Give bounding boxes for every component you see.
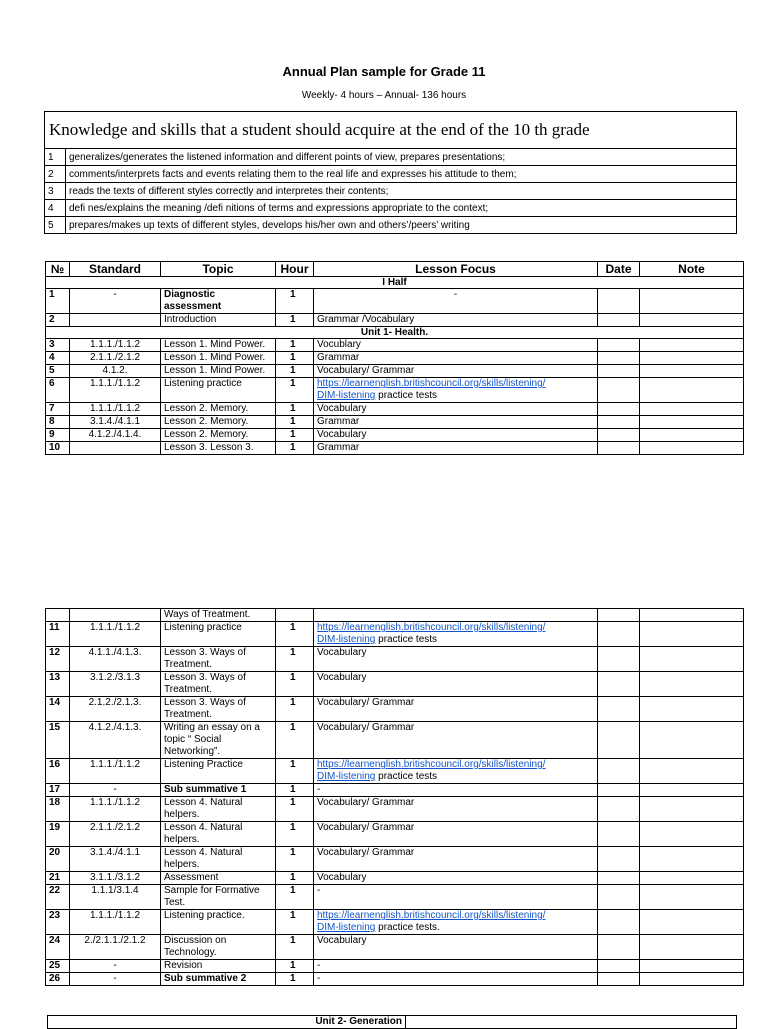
cell-lesson-focus: Vocabulary [314, 672, 598, 697]
table-row [46, 289, 744, 314]
cell-topic: Assessment [161, 872, 276, 885]
table-row [46, 352, 744, 365]
cell-number: 17 [46, 784, 70, 797]
cell-standard: 4.1.2./4.1.3. [70, 722, 161, 759]
cell-standard: 4.1.1./4.1.3. [70, 647, 161, 672]
cell-date [598, 289, 640, 314]
page-title: Annual Plan sample for Grade 11 [282, 64, 486, 79]
focus-tail-text: practice tests [375, 634, 438, 645]
cell-lesson-focus: Vocabulary/ Grammar [314, 822, 598, 847]
cell-number: 4 [46, 352, 70, 365]
cell-lesson-focus: - [314, 973, 598, 986]
cell-lesson-focus: Vocabulary [314, 647, 598, 672]
cell-standard: 1.1.1/3.1.4 [70, 885, 161, 910]
cell-number: 16 [46, 759, 70, 784]
cell-topic: Sample for Formative Test. [161, 885, 276, 910]
cell-date [598, 910, 640, 935]
cell-note [640, 697, 744, 722]
table-row [46, 935, 744, 960]
cell-note [640, 429, 744, 442]
cell-topic: Ways of Treatment. [161, 609, 276, 622]
table-row [46, 609, 744, 622]
cell-date [598, 935, 640, 960]
cell-standard: 2.1.1./2.1.2 [70, 822, 161, 847]
cell-lesson-focus: Vocublary [314, 339, 598, 352]
cell-hour: 1 [276, 935, 314, 960]
cell-number: 19 [46, 822, 70, 847]
cell-hour: 1 [276, 416, 314, 429]
focus-tail-text: practice tests. [375, 922, 440, 933]
cell-number: 3 [46, 339, 70, 352]
cell-number [46, 609, 70, 622]
cell-number: 12 [46, 647, 70, 672]
cell-lesson-focus [314, 622, 598, 647]
table-row [46, 403, 744, 416]
cell-note [640, 672, 744, 697]
cell-hour: 1 [276, 847, 314, 872]
cell-hour: 1 [276, 647, 314, 672]
table-row [46, 622, 744, 647]
section-title: I Half [46, 277, 744, 289]
cell-note [640, 622, 744, 647]
cell-lesson-focus [314, 378, 598, 403]
cell-hour: 1 [276, 697, 314, 722]
cell-lesson-focus: Vocabulary [314, 935, 598, 960]
cell-note [640, 416, 744, 429]
cell-date [598, 847, 640, 872]
section-row [46, 277, 744, 289]
header-hour: Hour [276, 262, 314, 277]
cell-lesson-focus: Vocabulary [314, 429, 598, 442]
skill-text: reads the texts of different styles correctly and interpretes their contents; [66, 183, 737, 200]
cell-standard: 1.1.1./1.1.2 [70, 403, 161, 416]
table-row [46, 910, 744, 935]
cell-hour: 1 [276, 339, 314, 352]
cell-lesson-focus: - [314, 960, 598, 973]
cell-date [598, 622, 640, 647]
cell-standard: 1.1.1./1.1.2 [70, 378, 161, 403]
cell-standard: - [70, 973, 161, 986]
cell-number: 1 [46, 289, 70, 314]
cell-note [640, 910, 744, 935]
cell-lesson-focus [314, 609, 598, 622]
table-row [46, 960, 744, 973]
cell-topic: Lesson 2. Memory. [161, 429, 276, 442]
cell-number: 21 [46, 872, 70, 885]
cell-standard: 3.1.2./3.1.3 [70, 672, 161, 697]
cell-number: 7 [46, 403, 70, 416]
cell-topic: Sub summative 1 [161, 784, 276, 797]
cell-number: 18 [46, 797, 70, 822]
skill-row [45, 149, 737, 166]
cell-lesson-focus [314, 910, 598, 935]
focus-tail-text: practice tests [375, 390, 438, 401]
table-row [46, 672, 744, 697]
header-note: Note [640, 262, 744, 277]
cell-lesson-focus: Vocabulary/ Grammar [314, 722, 598, 759]
cell-date [598, 973, 640, 986]
skills-heading: Knowledge and skills that a student should acquire at the end of the 10 th grade [45, 112, 737, 149]
cell-topic: Lesson 1. Mind Power. [161, 352, 276, 365]
table-row [46, 339, 744, 352]
cell-date [598, 647, 640, 672]
cell-note [640, 339, 744, 352]
cell-standard [70, 442, 161, 455]
cell-note [640, 973, 744, 986]
cell-standard: 3.1.4./4.1.1 [70, 416, 161, 429]
cell-standard: 2./2.1.1./2.1.2 [70, 935, 161, 960]
cell-hour: 1 [276, 885, 314, 910]
cell-number: 6 [46, 378, 70, 403]
cell-hour: 1 [276, 973, 314, 986]
cell-number: 5 [46, 365, 70, 378]
skill-row [45, 166, 737, 183]
cell-date [598, 442, 640, 455]
cell-note [640, 314, 744, 327]
cell-number: 11 [46, 622, 70, 647]
section-empty-cell [406, 1016, 737, 1029]
table-header-row [46, 262, 744, 277]
cell-date [598, 960, 640, 973]
cell-standard: - [70, 960, 161, 973]
table-row [46, 847, 744, 872]
dim-listening-link[interactable]: DIM-listening [317, 634, 376, 645]
cell-hour: 1 [276, 822, 314, 847]
skill-text: comments/interprets facts and events relating them to the real life and expresses his attitude to them; [66, 166, 737, 183]
cell-date [598, 352, 640, 365]
cell-date [598, 339, 640, 352]
focus-tail-text: practice tests [375, 771, 438, 782]
cell-standard: 2.1.1./2.1.2 [70, 352, 161, 365]
cell-date [598, 822, 640, 847]
cell-hour: 1 [276, 314, 314, 327]
cell-standard: 1.1.1./1.1.2 [70, 910, 161, 935]
listening-link[interactable]: https://learnenglish.britishcouncil.org/skills/listening/ [317, 378, 546, 389]
cell-note [640, 442, 744, 455]
table-row [46, 797, 744, 822]
cell-note [640, 403, 744, 416]
cell-topic: Introduction [161, 314, 276, 327]
cell-topic: Listening practice. [161, 910, 276, 935]
cell-topic: Lesson 4. Natural helpers. [161, 797, 276, 822]
table-row [46, 378, 744, 403]
cell-hour: 1 [276, 672, 314, 697]
cell-standard: 1.1.1./1.1.2 [70, 622, 161, 647]
cell-lesson-focus: - [314, 289, 598, 314]
cell-hour: 1 [276, 759, 314, 784]
cell-standard: 1.1.1./1.1.2 [70, 797, 161, 822]
cell-number: 26 [46, 973, 70, 986]
cell-lesson-focus: - [314, 784, 598, 797]
cell-topic: Diagnostic assessment [161, 289, 276, 314]
cell-note [640, 365, 744, 378]
cell-date [598, 416, 640, 429]
cell-standard: 1.1.1./1.1.2 [70, 759, 161, 784]
cell-note [640, 847, 744, 872]
skill-number: 1 [45, 149, 66, 166]
cell-number: 13 [46, 672, 70, 697]
annual-plan-table-page-1 [45, 261, 744, 455]
cell-hour: 1 [276, 442, 314, 455]
cell-hour [276, 609, 314, 622]
cell-topic: Lesson 2. Memory. [161, 403, 276, 416]
dim-listening-link[interactable]: DIM-listening [317, 922, 376, 933]
cell-note [640, 289, 744, 314]
cell-standard: 2.1.2./2.1.3. [70, 697, 161, 722]
cell-note [640, 784, 744, 797]
cell-note [640, 352, 744, 365]
cell-standard: 3.1.4./4.1.1 [70, 847, 161, 872]
cell-lesson-focus: Vocabulary [314, 403, 598, 416]
cell-standard: 1.1.1./1.1.2 [70, 339, 161, 352]
skill-row [45, 200, 737, 217]
cell-lesson-focus: Grammar /Vocabulary [314, 314, 598, 327]
table-row [46, 784, 744, 797]
cell-date [598, 697, 640, 722]
cell-standard: 4.1.2./4.1.4. [70, 429, 161, 442]
skill-number: 5 [45, 217, 66, 234]
table-row [46, 429, 744, 442]
header-standard: Standard [70, 262, 161, 277]
table-row [46, 697, 744, 722]
cell-note [640, 872, 744, 885]
cell-standard: - [70, 289, 161, 314]
cell-lesson-focus: Grammar [314, 416, 598, 429]
cell-number: 15 [46, 722, 70, 759]
cell-topic: Lesson 4. Natural helpers. [161, 822, 276, 847]
section-title-unit-2: Unit 2- Generation [48, 1016, 406, 1029]
cell-lesson-focus: Grammar [314, 442, 598, 455]
cell-date [598, 784, 640, 797]
cell-number: 25 [46, 960, 70, 973]
listening-link[interactable]: https://learnenglish.britishcouncil.org/skills/listening/ [317, 910, 546, 921]
table-row [46, 885, 744, 910]
skill-number: 3 [45, 183, 66, 200]
table-row [46, 442, 744, 455]
cell-topic: Lesson 3. Ways of Treatment. [161, 697, 276, 722]
cell-standard: 3.1.1./3.1.2 [70, 872, 161, 885]
cell-hour: 1 [276, 960, 314, 973]
cell-topic: Discussion on Technology. [161, 935, 276, 960]
skill-text: defi nes/explains the meaning /defi nitions of terms and expressions appropriate to the context; [66, 200, 737, 217]
cell-topic: Listening practice [161, 378, 276, 403]
table-row [46, 365, 744, 378]
header-date: Date [598, 262, 640, 277]
section-row [46, 327, 744, 339]
cell-topic: Revision [161, 960, 276, 973]
cell-number: 14 [46, 697, 70, 722]
cell-standard [70, 314, 161, 327]
cell-topic: Sub summative 2 [161, 973, 276, 986]
cell-topic: Listening practice [161, 622, 276, 647]
cell-hour: 1 [276, 784, 314, 797]
cell-lesson-focus: Vocabulary/ Grammar [314, 847, 598, 872]
cell-hour: 1 [276, 622, 314, 647]
cell-hour: 1 [276, 722, 314, 759]
cell-topic: Lesson 4. Natural helpers. [161, 847, 276, 872]
cell-date [598, 429, 640, 442]
skill-number: 4 [45, 200, 66, 217]
cell-lesson-focus: - [314, 885, 598, 910]
cell-topic: Lesson 3. Ways of Treatment. [161, 672, 276, 697]
cell-number: 10 [46, 442, 70, 455]
table-row [46, 822, 744, 847]
cell-date [598, 759, 640, 784]
skills-table [44, 111, 737, 234]
table-row [46, 973, 744, 986]
cell-note [640, 797, 744, 822]
cell-date [598, 403, 640, 416]
table-row [46, 722, 744, 759]
cell-topic: Listening Practice [161, 759, 276, 784]
dim-listening-link[interactable]: DIM-listening [317, 390, 376, 401]
cell-hour: 1 [276, 403, 314, 416]
table-row [46, 647, 744, 672]
cell-date [598, 609, 640, 622]
unit-2-section-header [47, 1015, 737, 1029]
cell-date [598, 378, 640, 403]
annual-plan-table-page-2 [45, 608, 744, 986]
cell-date [598, 885, 640, 910]
listening-link[interactable]: https://learnenglish.britishcouncil.org/skills/listening/ [317, 759, 546, 770]
dim-listening-link[interactable]: DIM-listening [317, 771, 376, 782]
cell-date [598, 314, 640, 327]
cell-lesson-focus: Grammar [314, 352, 598, 365]
cell-lesson-focus [314, 759, 598, 784]
header-number: № [46, 262, 70, 277]
cell-note [640, 378, 744, 403]
header-lesson-focus: Lesson Focus [314, 262, 598, 277]
cell-standard: - [70, 784, 161, 797]
cell-hour: 1 [276, 378, 314, 403]
cell-standard [70, 609, 161, 622]
skill-number: 2 [45, 166, 66, 183]
cell-hour: 1 [276, 289, 314, 314]
cell-topic: Lesson 2. Memory. [161, 416, 276, 429]
cell-number: 23 [46, 910, 70, 935]
cell-number: 8 [46, 416, 70, 429]
table-row [46, 314, 744, 327]
cell-note [640, 609, 744, 622]
cell-note [640, 885, 744, 910]
cell-hour: 1 [276, 429, 314, 442]
cell-hour: 1 [276, 797, 314, 822]
cell-date [598, 365, 640, 378]
listening-link[interactable]: https://learnenglish.britishcouncil.org/skills/listening/ [317, 622, 546, 633]
header-topic: Topic [161, 262, 276, 277]
cell-note [640, 960, 744, 973]
cell-lesson-focus: Vocabulary [314, 872, 598, 885]
cell-topic: Lesson 1. Mind Power. [161, 339, 276, 352]
cell-standard: 4.1.2. [70, 365, 161, 378]
cell-hour: 1 [276, 352, 314, 365]
cell-note [640, 935, 744, 960]
cell-hour: 1 [276, 365, 314, 378]
cell-lesson-focus: Vocabulary/ Grammar [314, 697, 598, 722]
table-row [46, 759, 744, 784]
cell-date [598, 797, 640, 822]
skill-text: prepares/makes up texts of different styles, develops his/her own and others’/peers’ writing [66, 217, 737, 234]
cell-topic: Lesson 3. Ways of Treatment. [161, 647, 276, 672]
cell-hour: 1 [276, 910, 314, 935]
skill-row [45, 183, 737, 200]
cell-date [598, 672, 640, 697]
cell-note [640, 647, 744, 672]
cell-lesson-focus: Vocabulary/ Grammar [314, 365, 598, 378]
cell-topic: Lesson 3. Lesson 3. [161, 442, 276, 455]
table-row [46, 872, 744, 885]
cell-number: 9 [46, 429, 70, 442]
cell-hour: 1 [276, 872, 314, 885]
cell-topic: Writing an essay on a topic “ Social Networking”. [161, 722, 276, 759]
cell-note [640, 822, 744, 847]
cell-lesson-focus: Vocabulary/ Grammar [314, 797, 598, 822]
section-title: Unit 1- Health. [46, 327, 744, 339]
cell-topic: Lesson 1. Mind Power. [161, 365, 276, 378]
cell-date [598, 722, 640, 759]
cell-number: 22 [46, 885, 70, 910]
table-row [46, 416, 744, 429]
page-subtitle: Weekly- 4 hours – Annual- 136 hours [301, 90, 467, 101]
cell-note [640, 759, 744, 784]
cell-note [640, 722, 744, 759]
cell-number: 20 [46, 847, 70, 872]
cell-number: 2 [46, 314, 70, 327]
skill-text: generalizes/generates the listened information and different points of view, prepares presentations; [66, 149, 737, 166]
cell-date [598, 872, 640, 885]
cell-number: 24 [46, 935, 70, 960]
skill-row [45, 217, 737, 234]
